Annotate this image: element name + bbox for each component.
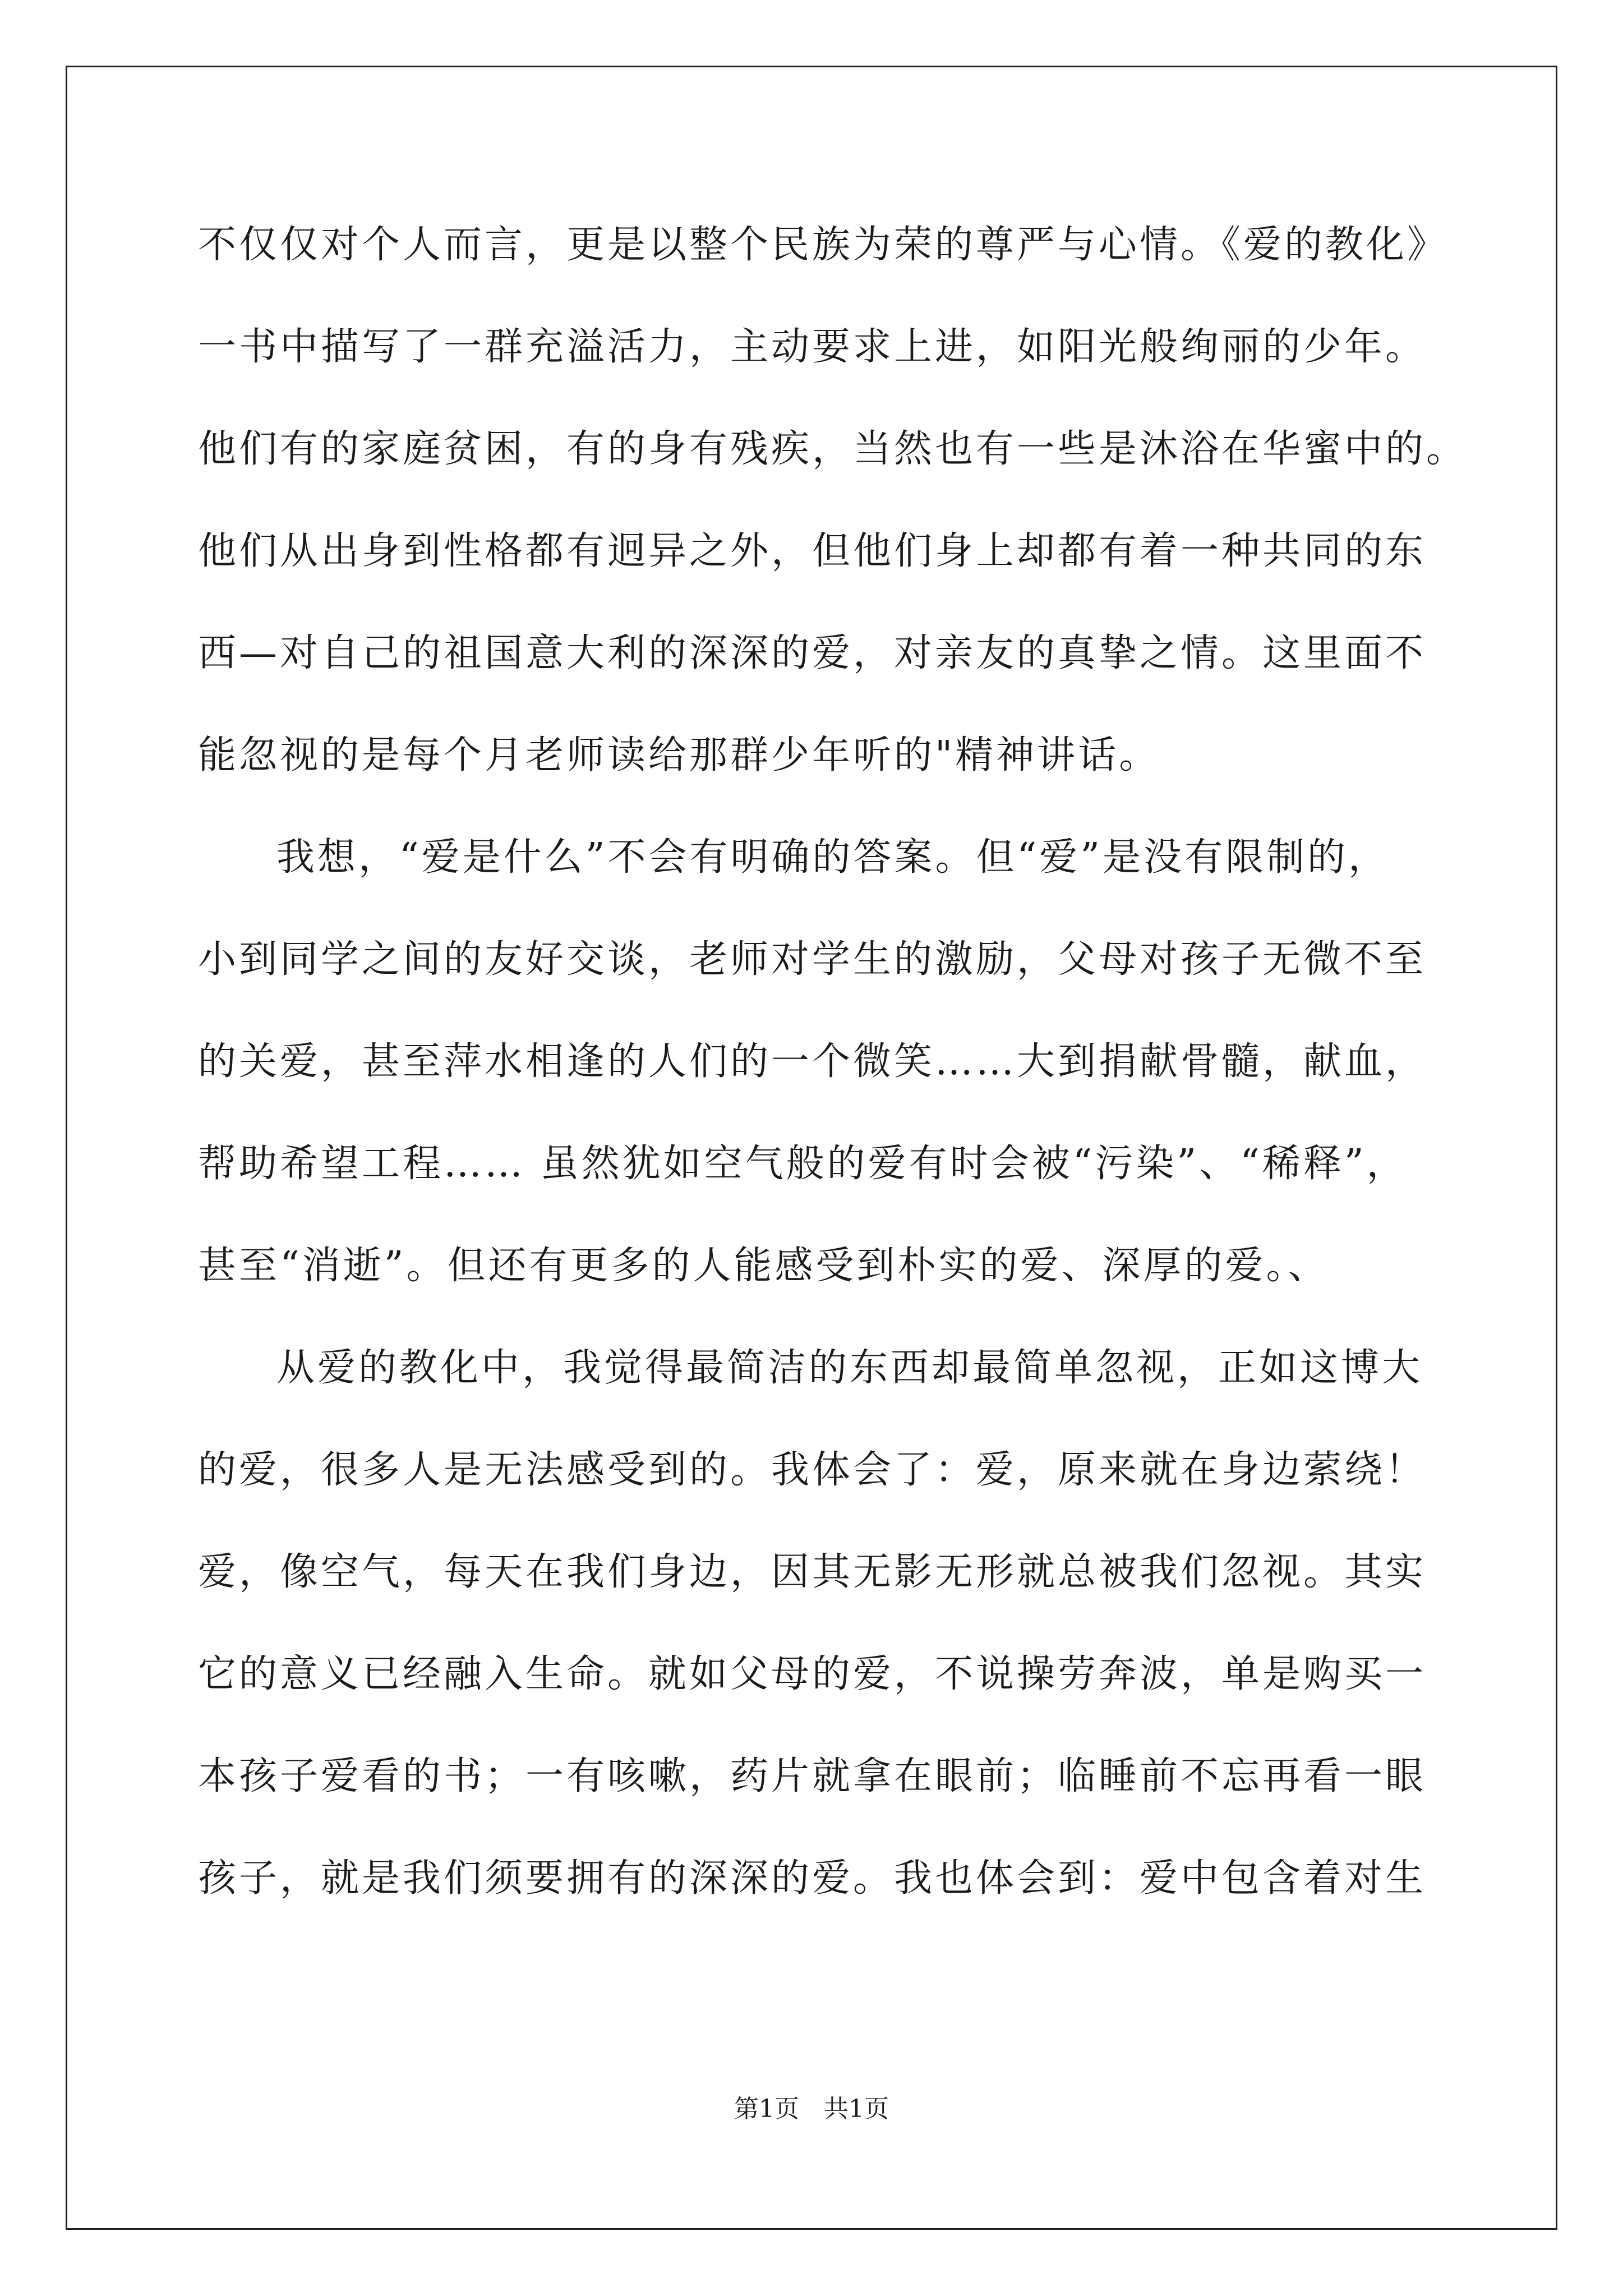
text-line: 它的意义已经融入生命。就如父母的爱，不说操劳奔波，单是购买一 — [198, 1652, 1427, 1696]
text-line: 的爱，很多人是无法感受到的。我体会了：爱，原来就在身边萦绕！ — [198, 1448, 1427, 1492]
text-line: 能忽视的是每个月老师读给那群少年听的"精神讲话。 — [198, 733, 1160, 777]
text-line: 爱，像空气，每天在我们身边，因其无影无形就总被我们忽视。其实 — [198, 1550, 1427, 1594]
text-line: 本孩子爱看的书；一有咳嗽，药片就拿在眼前；临睡前不忘再看一眼 — [198, 1754, 1427, 1798]
text-line: 甚至“消逝”。但还有更多的人能感受到朴实的爱、深厚的爱。、 — [198, 1244, 1329, 1288]
text-line: 小到同学之间的友好交谈，老师对学生的激励，父母对孩子无微不至 — [198, 937, 1427, 982]
text-line: 我想，“爱是什么”不会有明确的答案。但“爱”是没有限制的， — [276, 835, 1390, 880]
text-line: 不仅仅对个人而言，更是以整个民族为荣的尊严与心情。《爱的教化》 — [198, 223, 1449, 267]
text-line: 孩子，就是我们须要拥有的深深的爱。我也体会到：爱中包含着对生 — [198, 1856, 1427, 1901]
text-line: 他们有的家庭贫困，有的身有残疾，当然也有一些是沐浴在华蜜中的。 — [198, 427, 1468, 471]
text-line: 西—对自己的祖国意大利的深深的爱，对亲友的真挚之情。这里面不 — [198, 631, 1427, 675]
text-line: 从爱的教化中，我觉得最简洁的东西却最简单忽视，正如这博大 — [276, 1346, 1423, 1390]
text-line: 一书中描写了一群充溢活力，主动要求上进，如阳光般绚丽的少年。 — [198, 325, 1427, 369]
text-line: 帮助希望工程…… 虽然犹如空气般的爱有时会被“污染”、“稀释”， — [198, 1142, 1408, 1186]
page-number: 第1页 共1页 — [734, 2095, 889, 2123]
text-line: 的关爱，甚至萍水相逢的人们的一个微笑……大到捐献骨髓，献血， — [198, 1039, 1427, 1084]
text-line: 他们从出身到性格都有迥异之外，但他们身上却都有着一种共同的东 — [198, 529, 1427, 573]
